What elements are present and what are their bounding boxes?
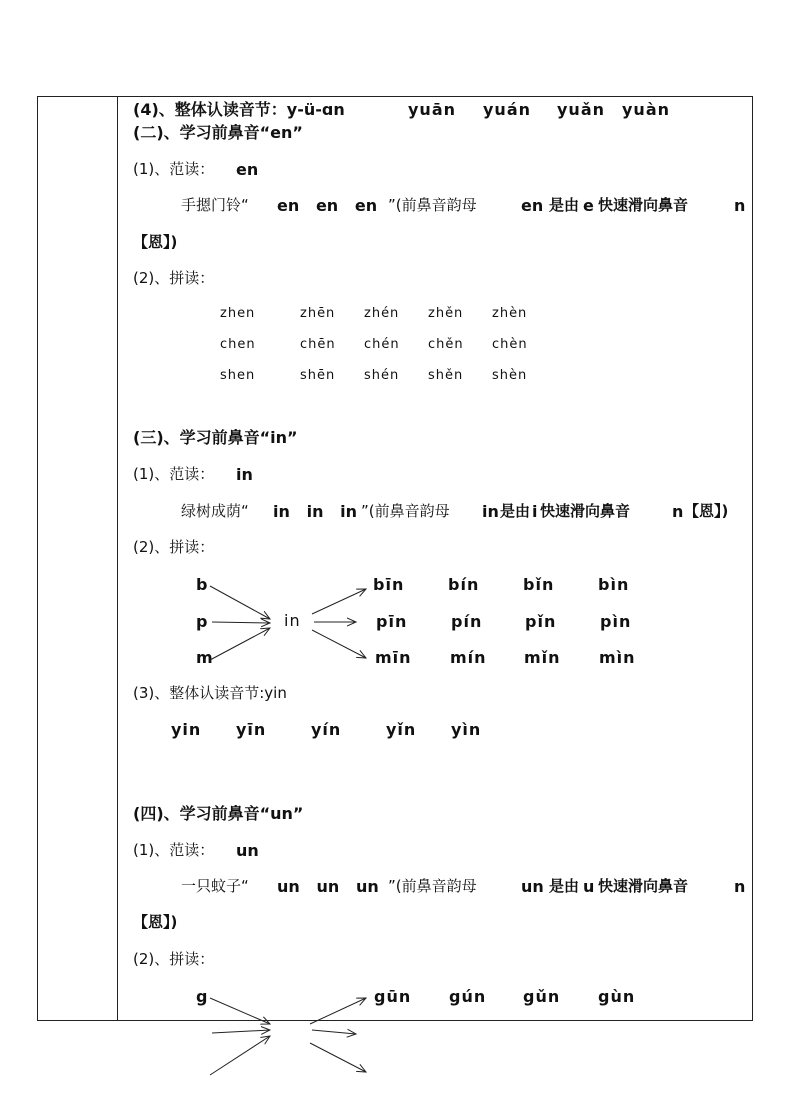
gun-tone-2: gún (449, 987, 487, 1006)
un-rhyme-intro: 一只蚊子“ (181, 877, 249, 895)
yin-tone-4: yìn (451, 720, 482, 739)
in-step1-sound: in (236, 465, 253, 484)
arrow-m-to-in (210, 628, 270, 660)
in-rhyme-from: 是由 (500, 502, 531, 520)
in-rhyme-intro: 绿树成荫“ (181, 502, 249, 520)
en-rhyme-sounds: en en en (277, 196, 378, 215)
en-rhyme-letter: e (583, 196, 594, 215)
arrow-g-to-center (210, 998, 270, 1024)
in-rhyme-glide: 快速滑向鼻音 (540, 502, 631, 520)
pin-tone-3: pǐn (525, 612, 557, 631)
in-final-center: in (284, 611, 301, 630)
yin-tone-2: yín (311, 720, 342, 739)
en-row2-base: chen (220, 337, 256, 352)
un-rhyme-final: un (521, 877, 544, 896)
en-row3-t3: shěn (428, 368, 464, 383)
arrow-center-to-low (310, 1043, 366, 1072)
un-rhyme-from: 是由 (549, 877, 580, 895)
un-initial-g: g (196, 987, 208, 1006)
bin-tone-4: bìn (598, 575, 630, 594)
en-rhyme-glide: 快速滑向鼻音 (598, 196, 689, 214)
un-step1-label: (1)、范读： (133, 841, 215, 859)
in-initial-m: m (196, 648, 213, 667)
min-tone-2: mín (450, 648, 487, 667)
en-step1-sound: en (236, 160, 259, 179)
yuan-tone-4: yuàn (622, 100, 671, 119)
yuan-tone-3: yuǎn (557, 100, 606, 119)
gun-tone-3: gǔn (523, 987, 561, 1006)
yuan-tone-1: yuān (408, 100, 457, 119)
section-in-heading: (三)、学习前鼻音“in” (133, 428, 298, 447)
in-rhyme-letter: i (532, 502, 538, 521)
en-rhyme-tag: 【恩】) (133, 233, 178, 251)
en-row2-t3: chěn (428, 337, 464, 352)
en-rhyme-note: ”(前鼻音韵母 (388, 196, 477, 214)
in-step1-label: (1)、范读： (133, 465, 215, 483)
en-row3-t2: shén (364, 368, 400, 383)
un-rhyme-nasal: n (734, 877, 746, 896)
un-rhyme-note: ”(前鼻音韵母 (388, 877, 477, 895)
en-rhyme-from: 是由 (549, 196, 580, 214)
arrow-center-to-mid (312, 1030, 356, 1034)
un-step1-sound: un (236, 841, 259, 860)
un-rhyme-glide: 快速滑向鼻音 (598, 877, 689, 895)
arrow-in-to-min (312, 630, 366, 658)
yuan-tone-2: yuán (483, 100, 532, 119)
arrow-b-to-in (210, 586, 270, 619)
in-rhyme-final: in (482, 502, 499, 521)
in-rhyme-tag: 【恩】) (684, 502, 729, 520)
en-row3-t4: shèn (492, 368, 528, 383)
yin-base: yin (171, 720, 202, 739)
en-row3-base: shen (220, 368, 256, 383)
arrow-mid-to-center (212, 1030, 270, 1033)
arrow-center-to-gun (310, 998, 366, 1024)
bin-tone-1: bīn (373, 575, 405, 594)
in-initial-b: b (196, 575, 208, 594)
min-tone-3: mǐn (524, 648, 561, 667)
en-row1-base: zhen (220, 306, 256, 321)
in-step3-label: (3)、整体认读音节:yin (133, 684, 287, 702)
un-step2-label: (2)、拼读： (133, 950, 215, 968)
en-row1-t2: zhén (364, 306, 400, 321)
min-tone-4: mìn (599, 648, 636, 667)
en-rhyme-final: en (521, 196, 544, 215)
en-rhyme-intro: 手摁门铃“ (181, 196, 249, 214)
section-en-heading: (二)、学习前鼻音“en” (133, 123, 303, 142)
en-row2-t1: chēn (300, 337, 336, 352)
en-row1-t3: zhěn (428, 306, 464, 321)
pin-tone-2: pín (451, 612, 483, 631)
un-rhyme-letter: u (583, 877, 595, 896)
in-rhyme-sounds: in in in (273, 502, 358, 521)
in-rhyme-nasal: n (672, 502, 684, 521)
en-row2-t2: chén (364, 337, 400, 352)
arrow-low-to-center (210, 1036, 270, 1075)
gun-tone-1: gūn (374, 987, 412, 1006)
yin-tone-3: yǐn (386, 720, 417, 739)
en-step2-label: (2)、拼读： (133, 269, 215, 287)
pin-tone-1: pīn (376, 612, 408, 631)
in-step2-label: (2)、拼读： (133, 538, 215, 556)
un-rhyme-sounds: un un un (277, 877, 379, 896)
en-row1-t4: zhèn (492, 306, 528, 321)
pin-tone-4: pìn (600, 612, 632, 631)
un-rhyme-tag: 【恩】) (133, 913, 178, 931)
in-initial-p: p (196, 612, 208, 631)
bin-tone-3: bǐn (523, 575, 555, 594)
en-row2-t4: chèn (492, 337, 528, 352)
yin-tone-1: yīn (236, 720, 267, 739)
arrow-p-to-in (212, 622, 270, 623)
gun-tone-4: gùn (598, 987, 636, 1006)
en-row3-t1: shēn (300, 368, 336, 383)
whole-syllable-label: (4)、整体认读音节：y-ü-ɑn (133, 100, 345, 119)
en-rhyme-nasal: n (734, 196, 746, 215)
bin-tone-2: bín (448, 575, 480, 594)
in-rhyme-note: ”(前鼻音韵母 (361, 502, 450, 520)
en-row1-t1: zhēn (300, 306, 336, 321)
min-tone-1: mīn (375, 648, 412, 667)
en-step1-label: (1)、范读： (133, 160, 215, 178)
arrow-in-to-bin (312, 589, 366, 614)
section-un-heading: (四)、学习前鼻音“un” (133, 804, 304, 823)
